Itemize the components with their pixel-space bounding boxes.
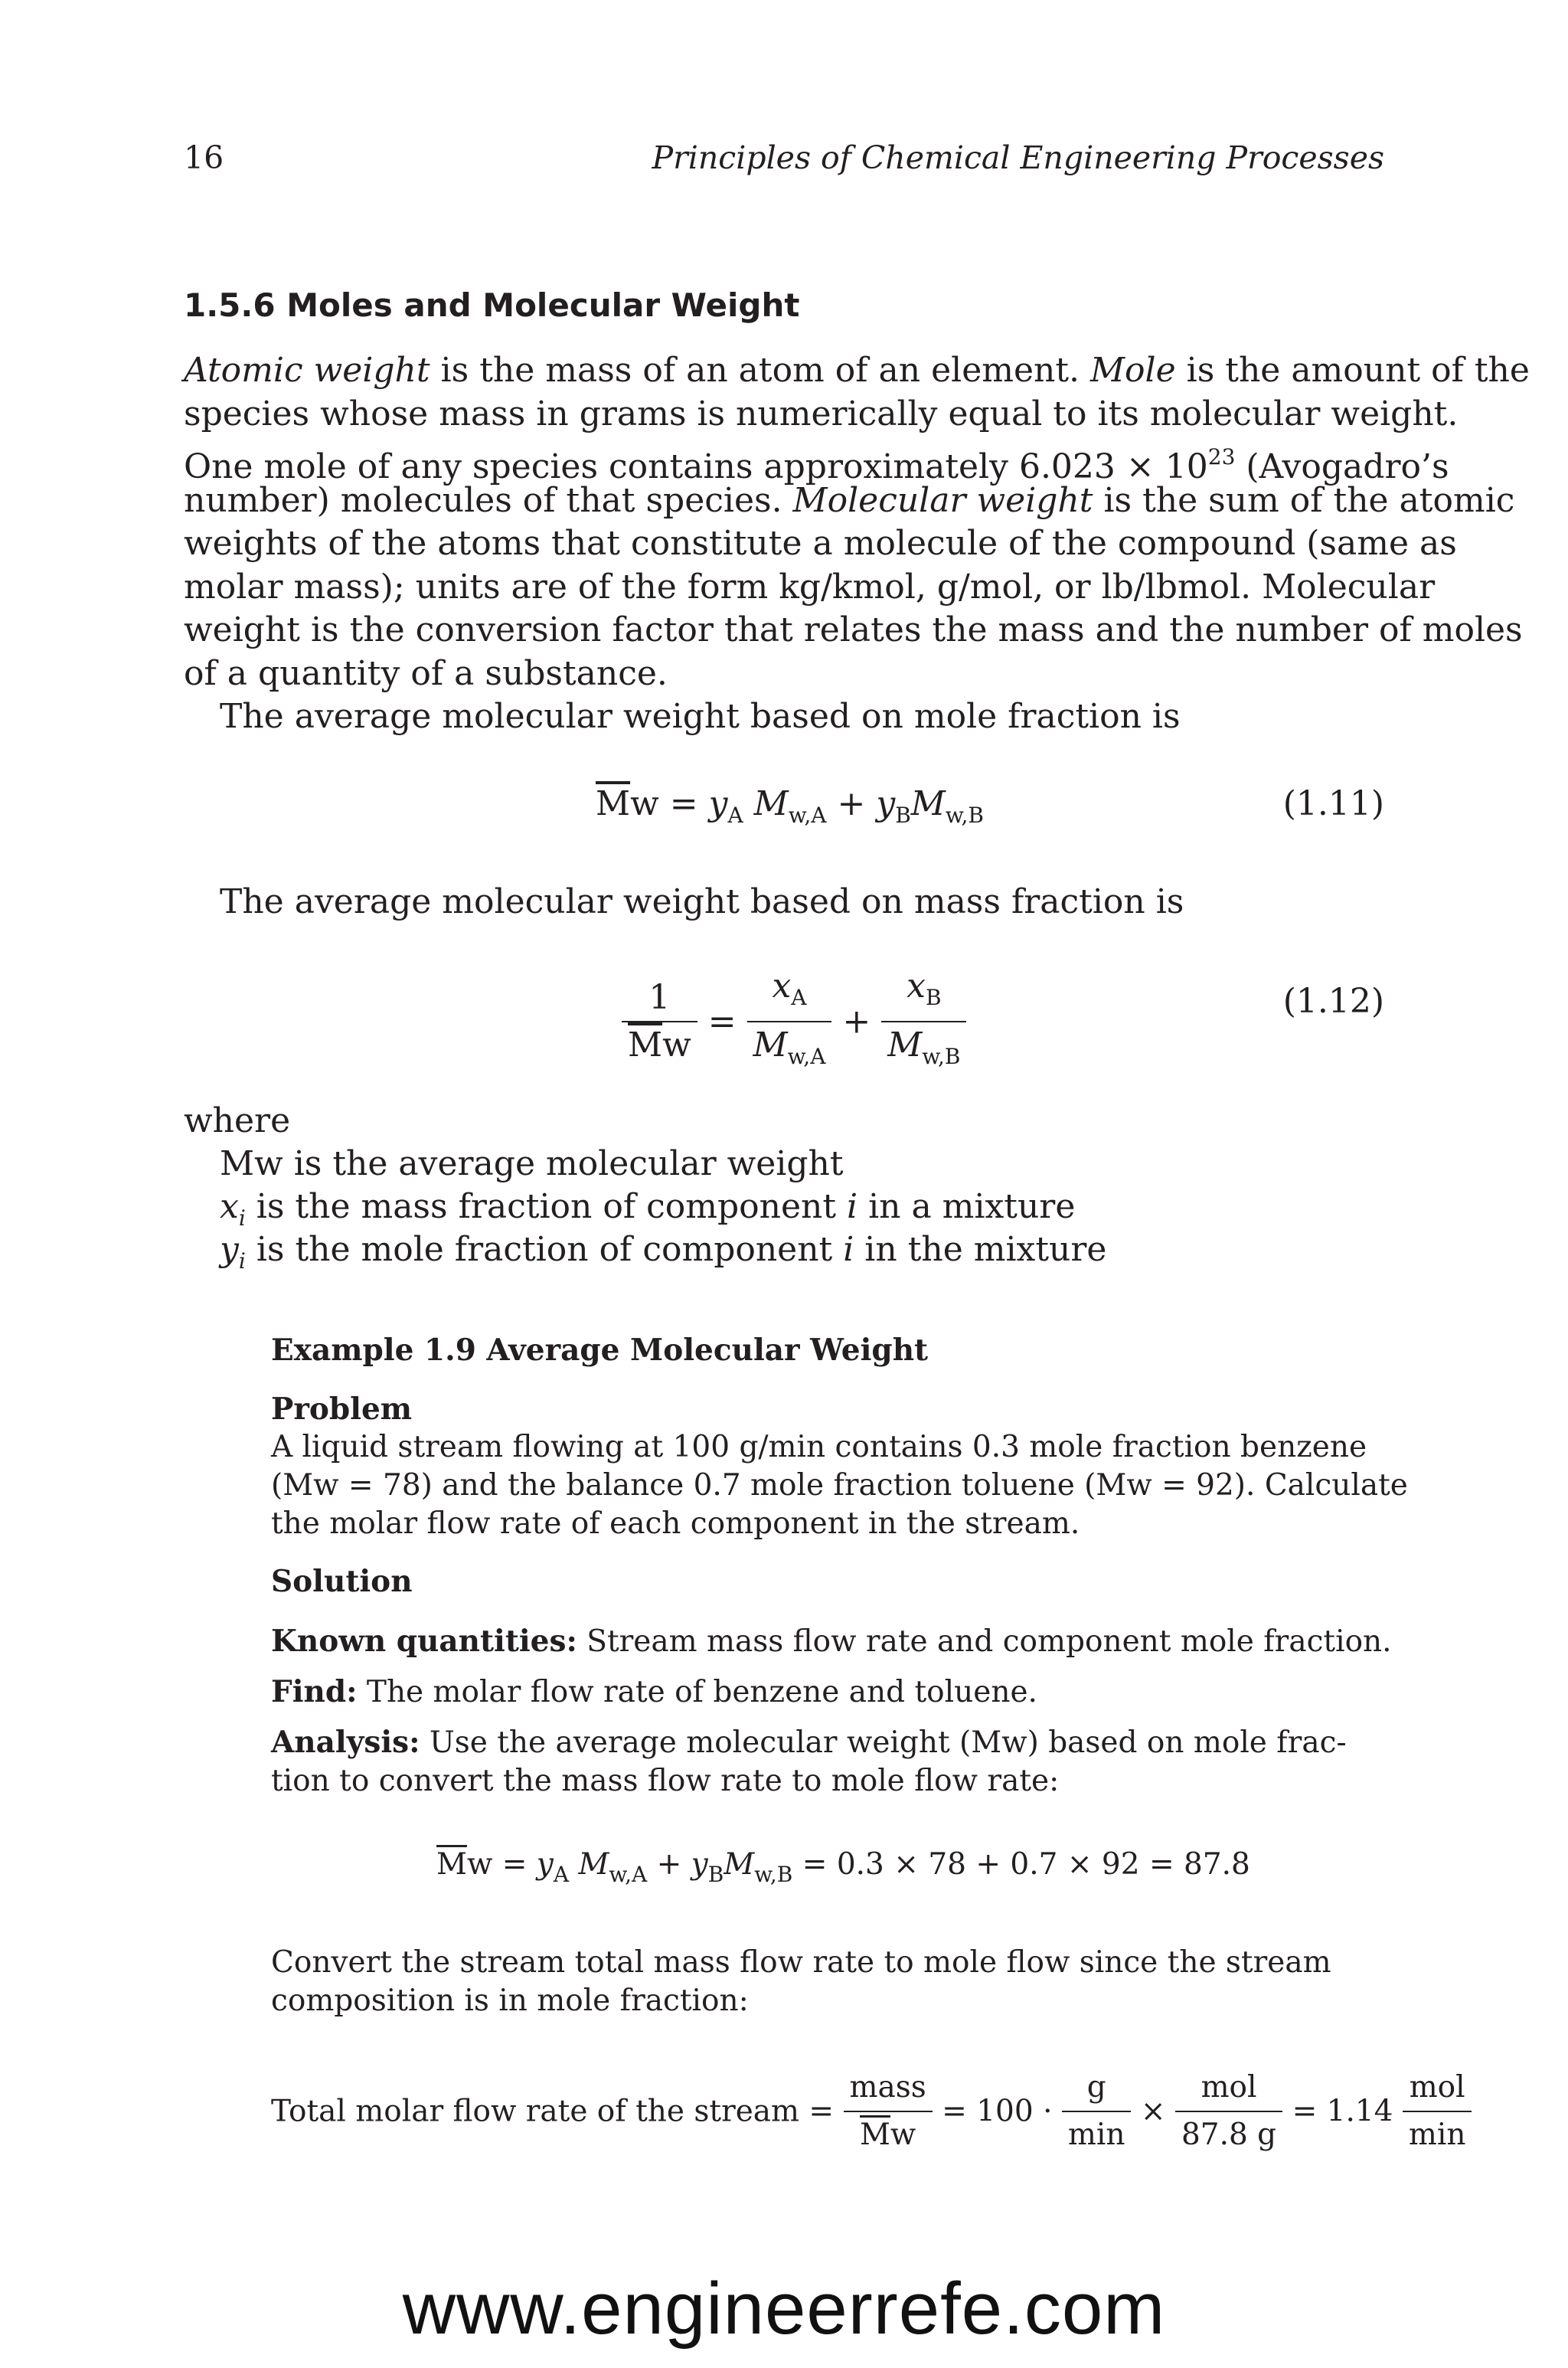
equation-1-12: $\frac{1}{\overline{M}w}$ = $\frac{x_A}{M_{w,A}}$ + $\frac{x_B}{M_{w,B}}$ — [622, 963, 966, 1080]
section-heading: 1.5.6 Moles and Molecular Weight — [184, 286, 800, 324]
definition-xi: $x_i$ is the mass fraction of component i in a mixture — [220, 1187, 1076, 1231]
problem-text: A liquid stream flowing at 100 g/min contains 0.3 mole fraction benzene (Mw = 78) and the balance 0.7 mole fraction toluene (Mw = 92). Calculate the molar flow rate of each component in the stream. — [271, 1430, 1408, 1541]
para-line: weight is the conversion factor that relates the mass and the number of moles — [184, 610, 1523, 649]
para-line: weights of the atoms that constitute a molecule of the compound (same as — [184, 524, 1457, 563]
watermark-url: www.engineerrefe.com — [402, 2268, 1166, 2350]
equation-number: (1.11) — [1282, 784, 1384, 823]
para-line: species whose mass in grams is numerically equal to its molecular weight. — [184, 394, 1459, 433]
example-title: Example 1.9 Average Molecular Weight — [271, 1333, 929, 1368]
para-line: Atomic weight is the mass of an atom of an element. Mole is the amount of the — [184, 351, 1530, 390]
where-label: where — [184, 1101, 291, 1140]
equation-number: (1.12) — [1282, 982, 1384, 1021]
mass-fraction-intro: The average molecular weight based on mass fraction is — [220, 882, 1184, 921]
para-line: molar mass); units are of the form kg/kmol, g/mol, or lb/lbmol. Molecular — [184, 567, 1436, 607]
definition-yi: $y_i$ is the mole fraction of component i in the mixture — [220, 1230, 1107, 1274]
analysis-text: Analysis: Use the average molecular weight (Mw) based on mole frac- tion to convert the mass flow rate to mole flow rate: — [271, 1725, 1347, 1798]
solution-heading: Solution — [271, 1564, 413, 1599]
total-molar-flow-equation: Total molar flow rate of the stream = $\frac{\text{mass}}{\overline{M}w}$ = 100 · $\frac{g}{\min}$ × $\frac{\text{mol}}{87.8 g}$ = 1.14 $\frac{\text{mol}}{\min}$ — [271, 2065, 1472, 2158]
page-number: 16 — [184, 139, 224, 176]
para-line: number) molecules of that species. Molecular weight is the sum of the atomic — [184, 480, 1515, 520]
mole-fraction-intro: The average molecular weight based on mole fraction is — [220, 697, 1181, 736]
definition-mw: Mw is the average molecular weight — [220, 1144, 844, 1183]
equation-1-11: $\overline{M}w = y_A$ $M_{w,A} + y_BM_{w,B}$ — [596, 784, 984, 828]
convert-text: Convert the stream total mass flow rate to mole flow since the stream composition is in mole fraction: — [271, 1945, 1331, 2018]
para-line: One mole of any species contains approximately $6.023 \times 10^{23}$ (Avogadro’s — [184, 444, 1449, 486]
problem-heading: Problem — [271, 1392, 413, 1427]
known-quantities: Known quantities: Stream mass flow rate and component mole fraction. — [271, 1624, 1392, 1659]
running-title: Principles of Chemical Engineering Processes — [652, 139, 1384, 176]
intro-paragraph — [184, 349, 1530, 739]
para-line: of a quantity of a substance. — [184, 653, 668, 693]
find-line: Find: The molar flow rate of benzene and toluene. — [271, 1674, 1037, 1709]
example-equation: $\overline{M}w = y_A$ $M_{w,A} + y_BM_{w,B} = 0.3 \times 78 + 0.7 \times 92 = 87.8$ — [436, 1847, 1250, 1887]
